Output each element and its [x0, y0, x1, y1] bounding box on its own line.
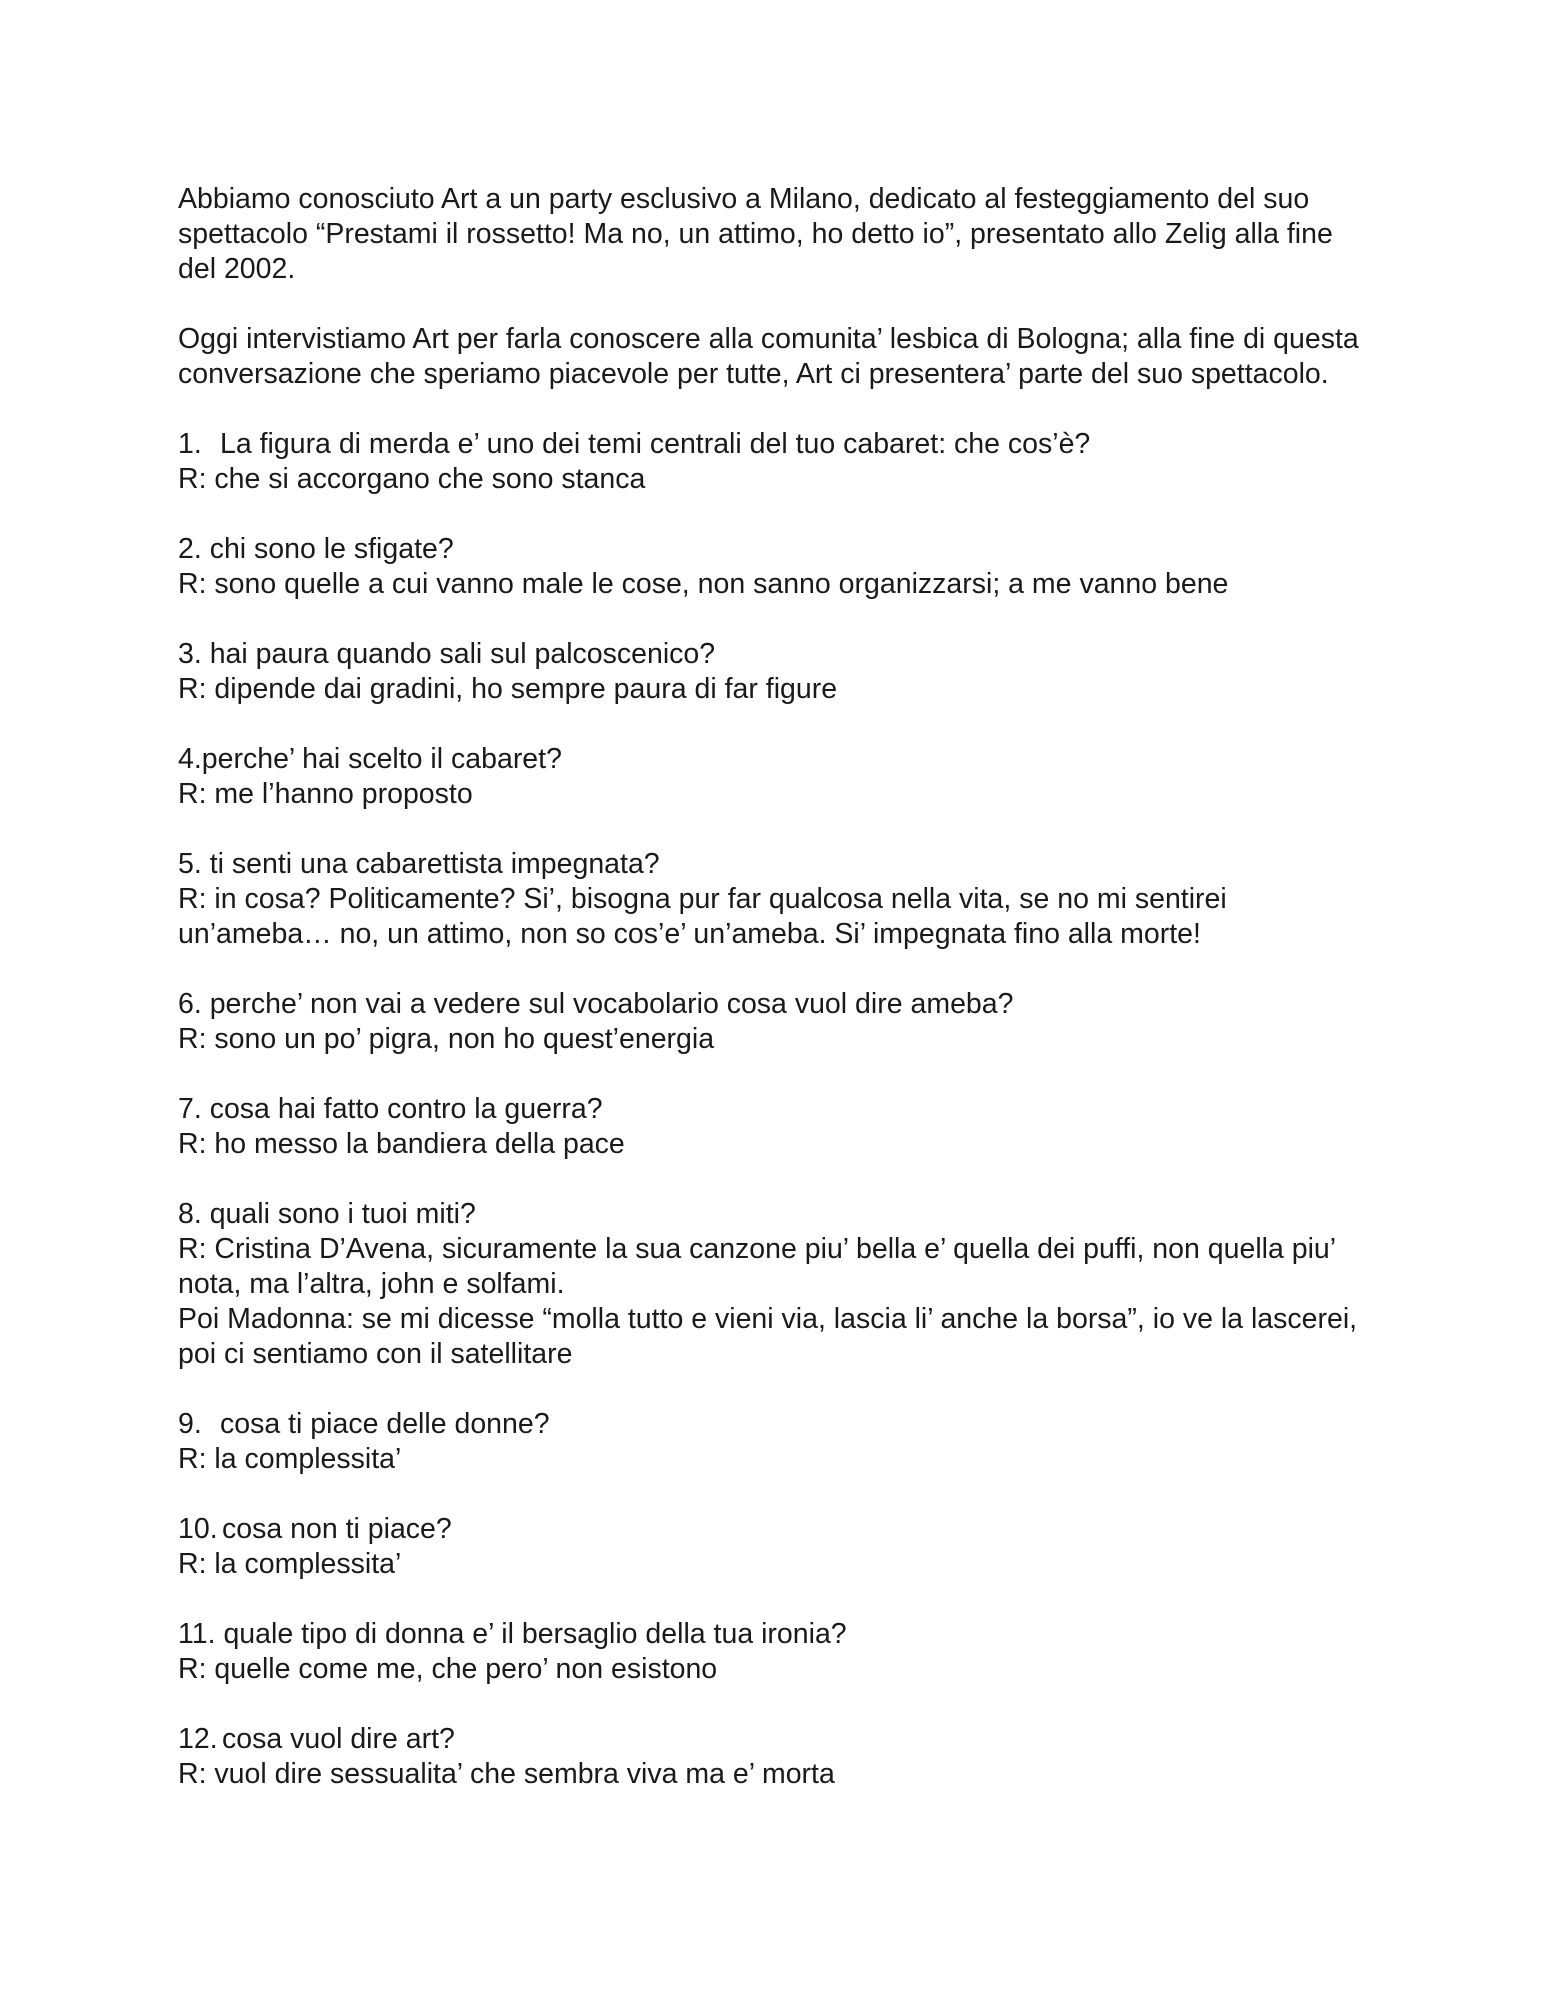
question — [178, 1407, 1368, 1442]
answer: R: che si accorgano che sono stanca — [178, 463, 646, 495]
qa-item-5 — [178, 847, 1368, 952]
question — [178, 1092, 1368, 1127]
answer: R: sono un po’ pigra, non ho quest’energia — [178, 1023, 715, 1055]
qa-item-6 — [178, 987, 1368, 1057]
question-number: 1. — [178, 428, 202, 460]
answer: R: Cristina D’Avena, sicuramente la sua canzone piu’ bella e’ quella dei puffi, non quella piu’ nota, ma l’altra, john e solfami. — [178, 1233, 1343, 1300]
question-number: 10. — [178, 1513, 218, 1545]
question-text: hai paura quando sali sul palcoscenico? — [209, 638, 716, 670]
qa-item-12 — [178, 1722, 1368, 1792]
question-number: 6. — [178, 988, 202, 1020]
qa-item-2 — [178, 532, 1368, 602]
question-text: perche’ hai scelto il cabaret? — [201, 743, 562, 775]
question-text: quale tipo di donna e’ il bersaglio della tua ironia? — [223, 1618, 847, 1650]
question — [178, 1512, 1368, 1547]
question — [178, 1617, 1368, 1652]
qa-item-11 — [178, 1617, 1368, 1687]
qa-item-4 — [178, 742, 1368, 812]
question — [178, 742, 1368, 777]
answer: R: la complessita’ — [178, 1548, 402, 1580]
answer: R: ho messo la bandiera della pace — [178, 1128, 625, 1160]
question-number: 2. — [178, 533, 202, 565]
intro-paragraph-2: Oggi intervistiamo Art per farla conoscere alla comunita’ lesbica di Bologna; alla fine di questa conversazione che speriamo piacevole per tutte, Art ci presentera’ parte del suo spettacolo. — [178, 323, 1359, 390]
question — [178, 987, 1368, 1022]
question-number: 3. — [178, 638, 202, 670]
question-text: chi sono le sfigate? — [209, 533, 454, 565]
question-number: 7. — [178, 1093, 202, 1125]
question — [178, 532, 1368, 567]
question-text: La figura di merda e’ uno dei temi centrali del tuo cabaret: che cos’è? — [220, 428, 1091, 460]
document-page — [178, 182, 1368, 1827]
question-text: cosa non ti piace? — [222, 1513, 452, 1545]
answer: R: me l’hanno proposto — [178, 778, 473, 810]
question-number: 9. — [178, 1408, 202, 1440]
qa-item-3 — [178, 637, 1368, 707]
intro-paragraph-1: Abbiamo conosciuto Art a un party esclusivo a Milano, dedicato al festeggiamento del suo spettacolo “Prestami il rossetto! Ma no, un attimo, ho detto io”, presentato allo Zelig alla fine del 2002. — [178, 183, 1333, 285]
qa-item-1 — [178, 427, 1368, 497]
question — [178, 427, 1368, 462]
question-number: 8. — [178, 1198, 202, 1230]
question-text: cosa ti piace delle donne? — [220, 1408, 550, 1440]
answer: R: sono quelle a cui vanno male le cose, non sanno organizzarsi; a me vanno bene — [178, 568, 1229, 600]
question-number: 11. — [178, 1618, 216, 1650]
question-text: cosa vuol dire art? — [222, 1723, 455, 1755]
question-text: ti senti una cabarettista impegnata? — [209, 848, 660, 880]
answer: R: in cosa? Politicamente? Si’, bisogna pur far qualcosa nella vita, se no mi sentirei un’ameba… no, un attimo, non so cos’e’ un’ameba. Si’ impegnata fino alla morte! — [178, 883, 1235, 950]
question — [178, 847, 1368, 882]
qa-item-9 — [178, 1407, 1368, 1477]
answer: R: dipende dai gradini, ho sempre paura di far figure — [178, 673, 838, 705]
qa-item-7 — [178, 1092, 1368, 1162]
answer: R: vuol dire sessualita’ che sembra viva ma e’ morta — [178, 1758, 835, 1790]
question-number: 4. — [178, 743, 202, 775]
question-number: 12. — [178, 1723, 218, 1755]
question-text: quali sono i tuoi miti? — [209, 1198, 476, 1230]
question-text: cosa hai fatto contro la guerra? — [209, 1093, 603, 1125]
answer: R: la complessita’ — [178, 1443, 402, 1475]
qa-item-8 — [178, 1197, 1368, 1372]
question — [178, 1722, 1368, 1757]
question-text: perche’ non vai a vedere sul vocabolario cosa vuol dire ameba? — [209, 988, 1014, 1020]
answer: R: quelle come me, che pero’ non esistono — [178, 1653, 718, 1685]
question-number: 5. — [178, 848, 202, 880]
qa-item-10 — [178, 1512, 1368, 1582]
question — [178, 637, 1368, 672]
answer-continuation: Poi Madonna: se mi dicesse “molla tutto e vieni via, lascia li’ anche la borsa”, io ve la lascerei, poi ci sentiamo con il satellitare — [178, 1303, 1365, 1370]
question — [178, 1197, 1368, 1232]
